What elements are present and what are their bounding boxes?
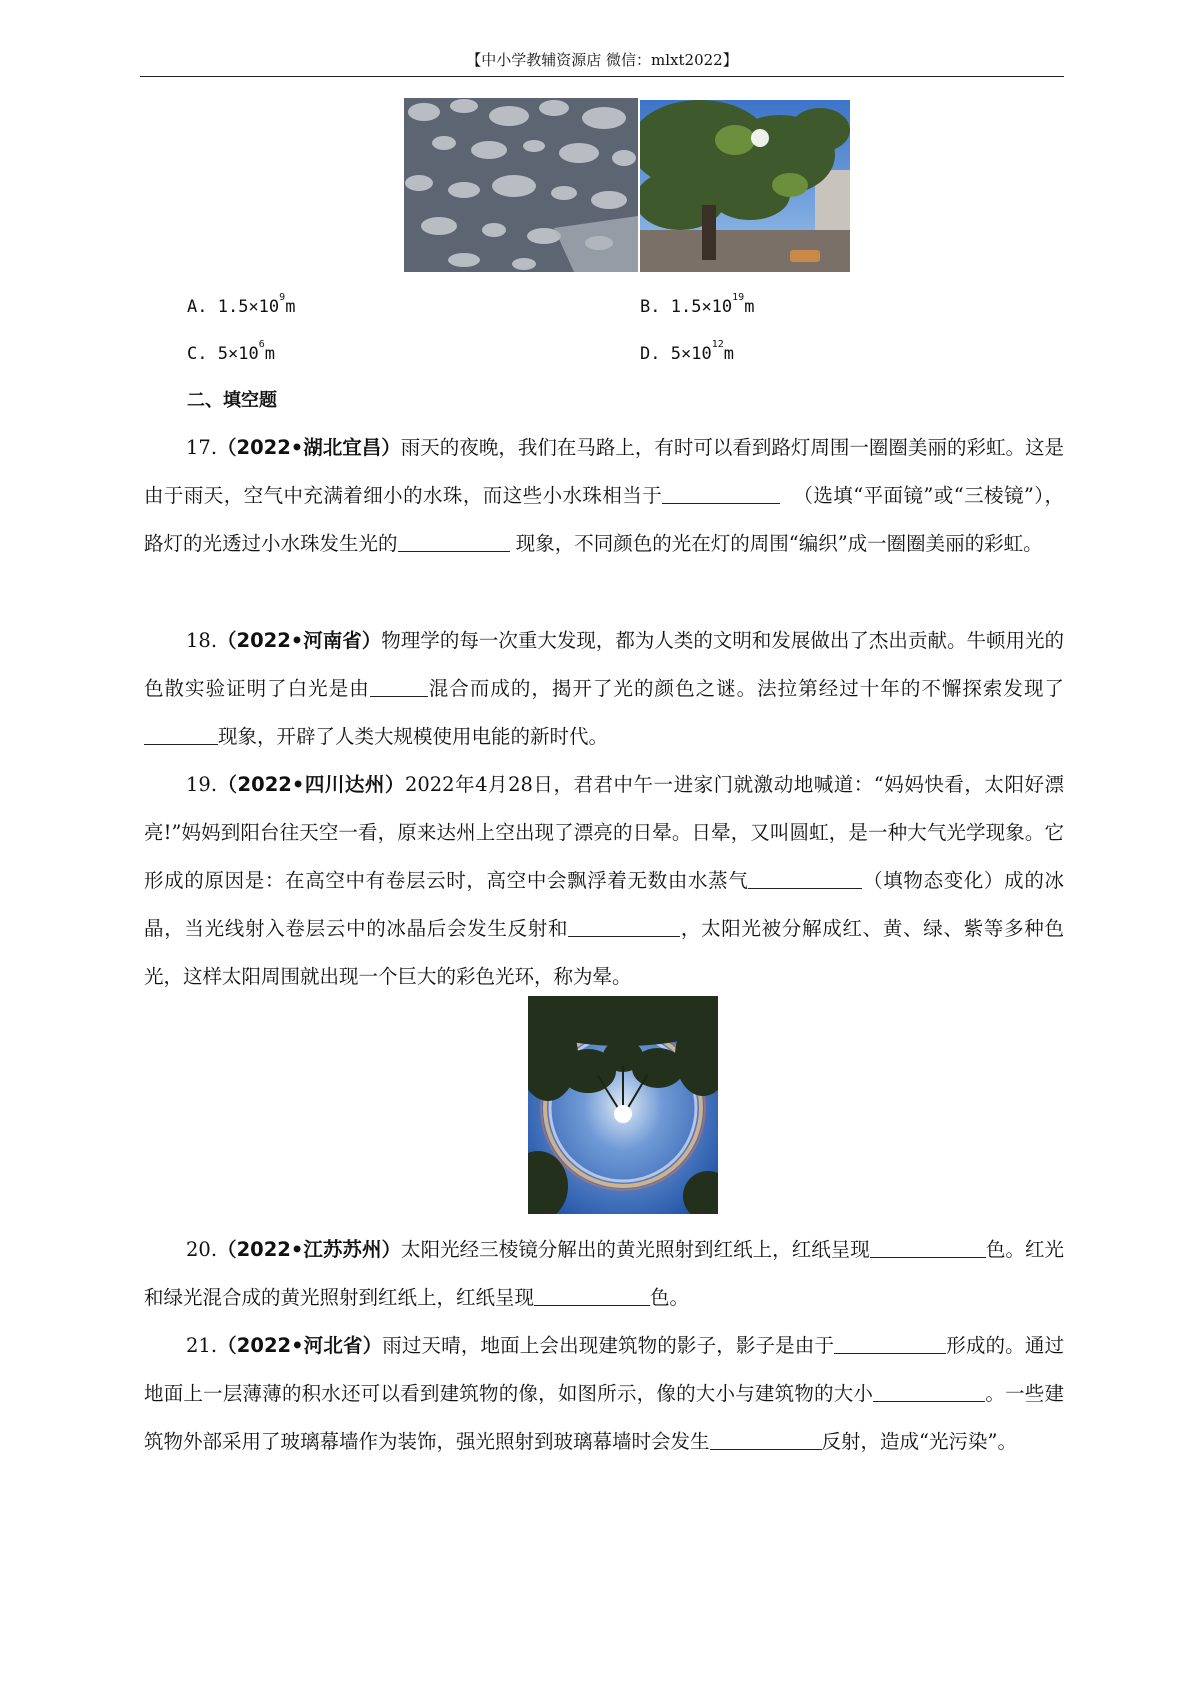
question-source: （2022•四川达州） [217,773,405,796]
question-number: 20. [186,1238,218,1261]
answer-blank[interactable] [748,870,862,889]
question-number: 19. [186,773,218,796]
answer-blank[interactable] [662,485,780,504]
page-header: 【中小学教辅资源店 微信：mlxt2022】 [466,51,738,69]
answer-blank[interactable] [398,533,510,552]
option-b: B. $1.5\times 10^{19}m$ [640,292,755,317]
answer-blank[interactable] [710,1431,822,1450]
question-number: 21. [186,1334,218,1357]
question-17: 17.（2022•湖北宜昌）雨天的夜晚，我们在马路上，有时可以看到路灯周围一圈圈美丽的彩虹。这是由于雨天，空气中充满着细小的水珠，而这些小水珠相当于 （选填“平面镜”或“三棱镜”），路灯的光透过小水珠发生光的 现象，不同颜色的光在灯的周围“编织”成一圈圈美丽的彩虹。 [144,436,1064,555]
answer-blank[interactable] [568,918,680,937]
question-19: 19.（2022•四川达州）2022年4月28日，君君中午一进家门就激动地喊道：“妈妈快看，太阳好漂亮!”妈妈到阳台往天空一看，原来达州上空出现了漂亮的日晕。日晕，又叫圆虹，是一种大气光学现象。它形成的原因是：在高空中有卷层云时，高空中会飘浮着无数由水蒸气 （填物态变化）成的冰晶，当光线射入卷层云中的冰晶后会发生反射和 ，太阳光被分解成红、黄、绿、紫等多种色光，这样太阳周围就出现一个巨大的彩色光环，称为晕。 [144,773,1064,988]
section-title: 二、填空题 [187,390,277,411]
answer-blank[interactable] [370,678,428,697]
header-rule [140,76,1064,77]
tree-against-blue-sky-photo [640,100,850,272]
sun-halo-photo [528,996,718,1214]
option-c: C. $5\times 10^6m$ [187,339,275,364]
option-d: D. $5\times 10^{12}m$ [640,339,734,364]
question-number: 17. [186,436,218,459]
question-source: （2022•河南省） [217,629,382,652]
question-source: （2022•江苏苏州） [217,1238,402,1261]
question-source: （2022•湖北宜昌） [217,436,401,459]
answer-blank[interactable] [834,1335,946,1354]
answer-blank[interactable] [534,1287,650,1306]
question-21: 21.（2022•河北省）雨过天晴，地面上会出现建筑物的影子，影子是由于 形成的。通过地面上一层薄薄的积水还可以看到建筑物的像，如图所示，像的大小与建筑物的大小 。一些建筑物外部采用了玻璃幕墙作为装饰，强光照射到玻璃幕墙时会发生 反射，造成“光污染”。 [144,1334,1064,1453]
question-18: 18.（2022•河南省）物理学的每一次重大发现，都为人类的文明和发展做出了杰出贡献。牛顿用光的色散实验证明了白光是由 混合而成的，揭开了光的颜色之谜。法拉第经过十年的不懈探索发现了现象，开辟了人类大规模使用电能的新时代。 [144,629,1064,748]
question-source: （2022•河北省） [217,1334,383,1357]
question-20: 20.（2022•江苏苏州）太阳光经三棱镜分解出的黄光照射到红纸上，红纸呈现 色。红光和绿光混合成的黄光照射到红纸上，红纸呈现 色。 [144,1238,1064,1309]
answer-blank[interactable] [144,726,218,745]
question-number: 18. [186,629,218,652]
sunlight-spots-under-tree-photo [404,98,638,272]
answer-blank[interactable] [873,1383,985,1402]
answer-blank[interactable] [870,1239,986,1258]
option-a: A. $1.5\times 10^9m$ [187,292,296,317]
